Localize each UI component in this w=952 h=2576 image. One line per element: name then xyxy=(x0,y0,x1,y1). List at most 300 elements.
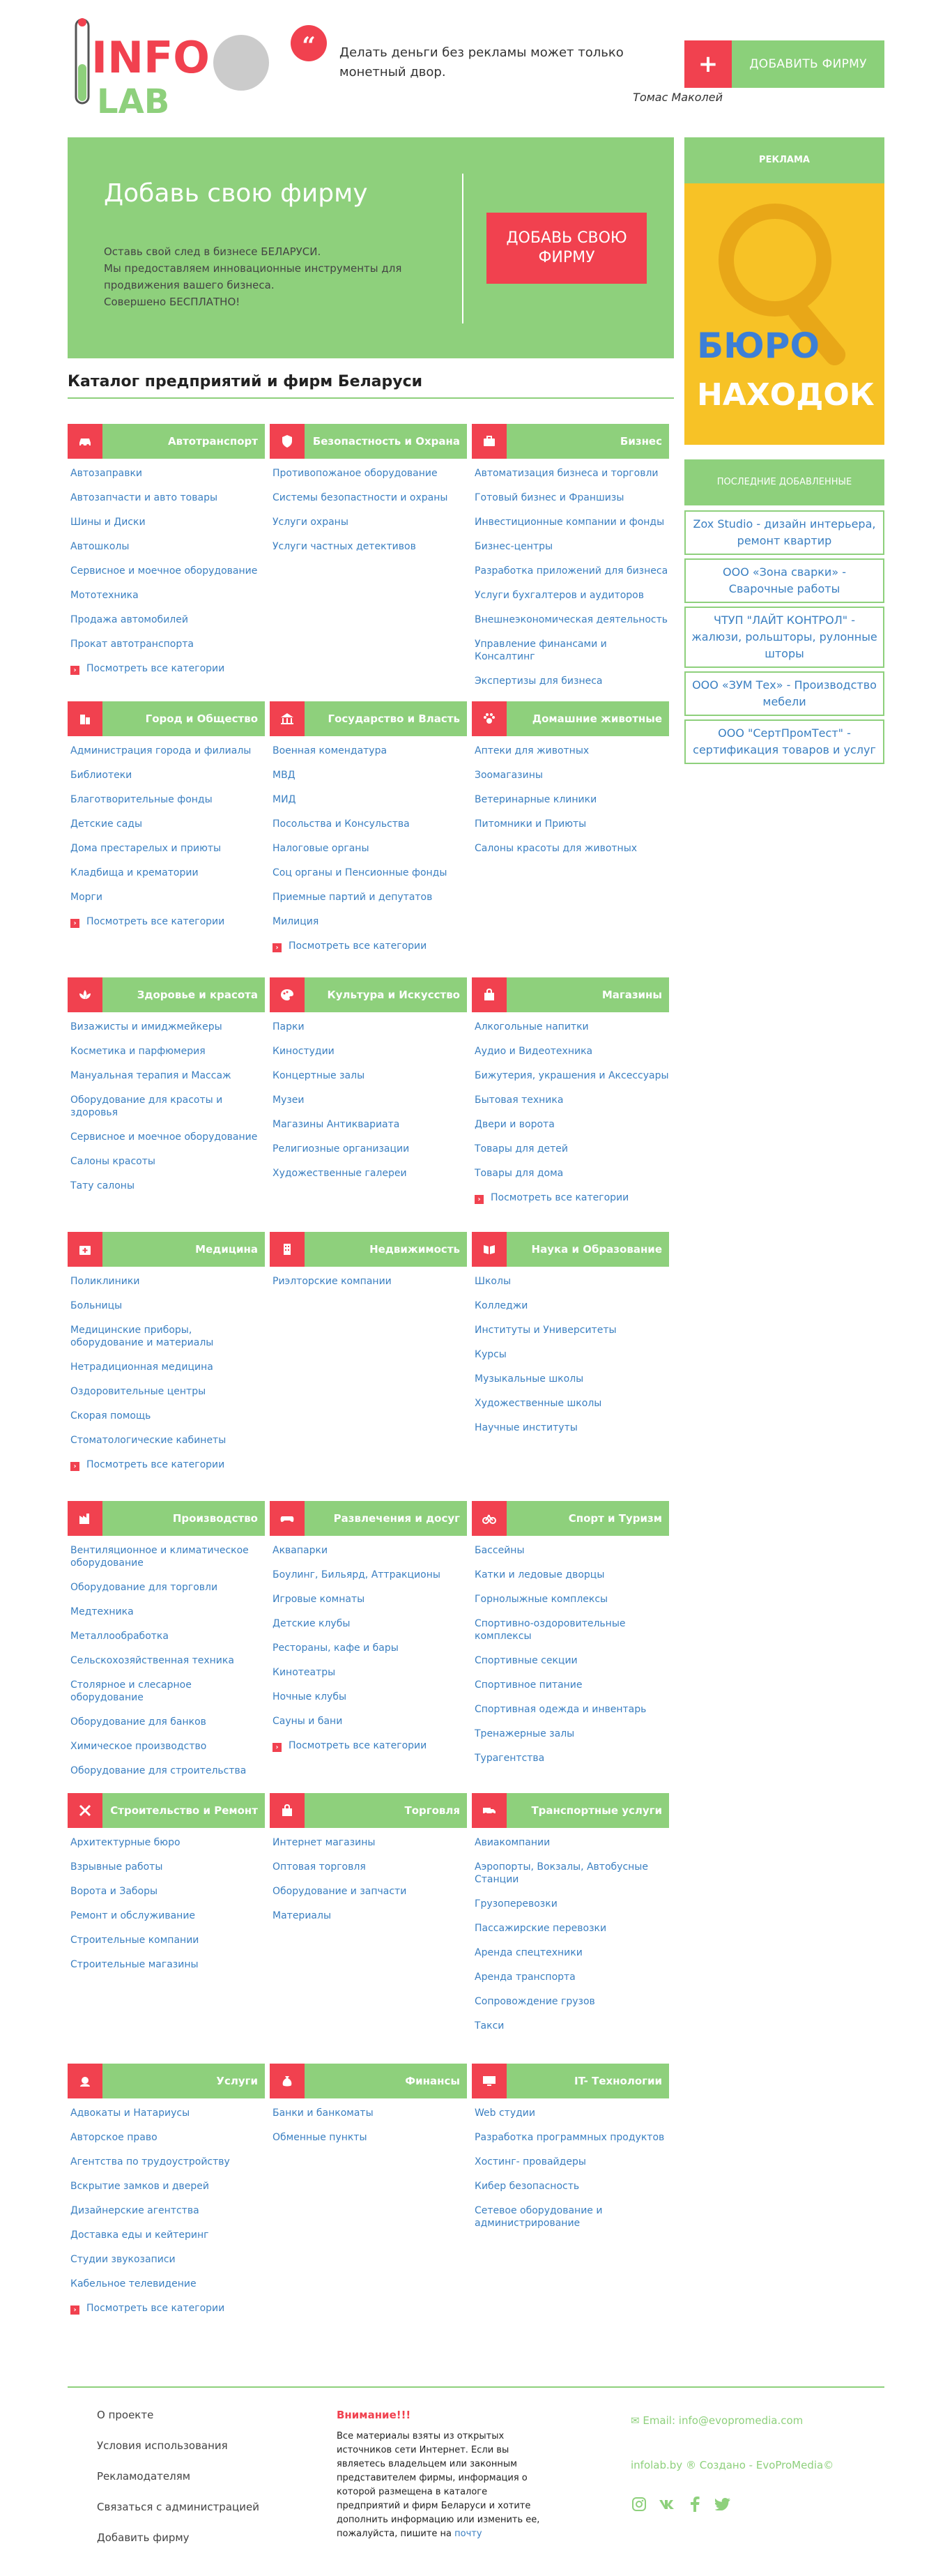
category-title: Развлечения и досуг xyxy=(333,1512,460,1525)
category-link[interactable]: Косметика и парфюмерия xyxy=(70,1046,206,1057)
category-header[interactable] xyxy=(270,424,467,459)
category-link[interactable]: Аэропорты, Вокзалы, Автобусные Станции xyxy=(475,1861,648,1885)
category-links xyxy=(68,1275,265,1471)
category-link[interactable]: Вентиляционное и климатическое оборудование xyxy=(70,1545,249,1569)
category-link[interactable]: Визажисты и имиджмейкеры xyxy=(70,1021,222,1032)
category-link[interactable]: Доставка еды и кейтеринг xyxy=(70,2230,209,2241)
category-link[interactable]: Парки xyxy=(272,1021,305,1032)
category-links xyxy=(270,745,467,952)
category-link[interactable]: Двери и ворота xyxy=(475,1119,555,1130)
page-wrapper xyxy=(68,0,884,2544)
category-title: Город и Общество xyxy=(145,712,258,725)
category-link[interactable]: Оборудование для банков xyxy=(70,1716,206,1728)
category-header[interactable] xyxy=(270,2064,467,2098)
footer-link-advertisers[interactable]: Рекламодателям xyxy=(97,2470,191,2483)
footer-link-terms[interactable]: Условия использования xyxy=(97,2439,228,2452)
category-header[interactable] xyxy=(68,1501,265,1536)
category-link[interactable]: Строительные магазины xyxy=(70,1959,199,1970)
category-block xyxy=(68,424,265,687)
category-link[interactable]: Научные институты xyxy=(475,1422,578,1433)
category-link[interactable]: Инвестиционные компании и фонды xyxy=(475,517,665,528)
category-link[interactable]: Художественные школы xyxy=(475,1398,602,1409)
category-block xyxy=(472,1793,669,2044)
category-link[interactable]: Детские клубы xyxy=(272,1618,351,1629)
category-link[interactable]: Спортивное питание xyxy=(475,1679,583,1691)
category-link[interactable]: Автошколы xyxy=(70,541,130,552)
category-link[interactable]: Химическое производство xyxy=(70,1741,207,1752)
government-icon xyxy=(270,701,305,736)
category-link[interactable]: Аудио и Видеотехника xyxy=(475,1046,593,1057)
category-link[interactable]: Художественные галереи xyxy=(272,1168,407,1179)
category-link[interactable]: Услуги частных детективов xyxy=(272,541,416,552)
category-block xyxy=(270,424,467,565)
magnifier-ad-image xyxy=(684,183,884,445)
category-link[interactable]: Скорая помощь xyxy=(70,1410,151,1422)
category-link[interactable]: Кабельное телевидение xyxy=(70,2278,197,2289)
category-header[interactable] xyxy=(68,1232,265,1267)
category-title: Торговля xyxy=(404,1804,460,1817)
gamepad-icon xyxy=(270,1501,305,1536)
category-link[interactable]: Риэлторские компании xyxy=(272,1276,392,1287)
bike-icon xyxy=(472,1501,507,1536)
footer-email-text: Email: info@evopromedia.com xyxy=(643,2414,804,2427)
category-link[interactable]: Оздоровительные центры xyxy=(70,1386,206,1397)
warning-mail-link[interactable]: почту xyxy=(454,2529,482,2539)
category-block xyxy=(472,424,669,699)
category-link[interactable]: Музыкальные школы xyxy=(475,1373,584,1385)
monitor-icon xyxy=(472,2064,507,2098)
category-link[interactable]: Авиакомпании xyxy=(475,1837,551,1848)
category-title: Транспортные услуги xyxy=(531,1804,662,1817)
mail-icon: ✉ xyxy=(631,2414,643,2427)
latest-added-heading: ПОСЛЕДНИЕ ДОБАВЛЕННЫЕ xyxy=(684,459,884,505)
category-title: Бизнес xyxy=(620,435,662,448)
category-title: Безопастность и Охрана xyxy=(312,435,460,448)
category-header[interactable] xyxy=(472,701,669,736)
category-link[interactable]: Вскрытие замков и дверей xyxy=(70,2181,210,2192)
palette-icon xyxy=(270,977,305,1012)
category-title: Наука и Образование xyxy=(531,1243,662,1256)
category-links xyxy=(68,467,265,675)
footer-copyright: infolab.by ® Создано - EvoProMedia© xyxy=(631,2459,834,2471)
category-link[interactable]: Оборудование для строительства xyxy=(70,1765,247,1776)
chevron-right-icon: › xyxy=(70,1462,79,1471)
category-link[interactable]: Материалы xyxy=(272,1910,331,1921)
category-link[interactable]: Грузоперевозки xyxy=(475,1898,558,1910)
category-title: Производство xyxy=(172,1512,258,1525)
view-all-categories-link[interactable] xyxy=(68,915,265,928)
category-title: Финансы xyxy=(405,2075,460,2087)
banner-description xyxy=(104,243,431,310)
category-link[interactable]: Сауны и бани xyxy=(272,1716,343,1727)
city-icon xyxy=(68,701,102,736)
add-firm-button[interactable] xyxy=(684,40,884,88)
support-icon xyxy=(68,2064,102,2098)
ad-text-2: НАХОДОК xyxy=(697,377,875,413)
category-link[interactable]: Разработка программных продуктов xyxy=(475,2132,665,2143)
category-link[interactable]: Студии звукозаписи xyxy=(70,2254,176,2265)
category-link[interactable]: Катки и ледовые дворцы xyxy=(475,1569,605,1580)
category-link[interactable]: Оборудование для торговли xyxy=(70,1582,218,1593)
instagram-icon[interactable] xyxy=(631,2496,647,2513)
category-link[interactable]: Школы xyxy=(475,1276,511,1287)
add-firm-label: ДОБАВИТЬ ФИРМУ xyxy=(749,57,867,71)
category-link[interactable]: Горнолыжные комплексы xyxy=(475,1594,608,1605)
latest-item[interactable]: ООО "СертПромТест" - сертификация товаров и услуг xyxy=(684,719,884,764)
category-link[interactable]: Курсы xyxy=(475,1349,507,1360)
category-link[interactable]: Военная комендатура xyxy=(272,745,387,756)
briefcase-icon xyxy=(472,424,507,459)
category-title: Здоровье и красота xyxy=(137,989,258,1001)
category-link[interactable]: Такси xyxy=(475,2020,505,2032)
category-link[interactable]: Салоны красоты для животных xyxy=(475,843,638,854)
category-link[interactable]: Экспертизы для бизнеса xyxy=(475,676,603,687)
vk-icon[interactable] xyxy=(659,2496,675,2513)
category-header[interactable] xyxy=(68,1793,265,1828)
car-icon xyxy=(68,424,102,459)
view-all-label: Посмотреть все категории xyxy=(491,1192,629,1203)
latest-item[interactable]: ООО «ЗУМ Тех» - Производство мебели xyxy=(684,671,884,716)
category-link[interactable]: Бассейны xyxy=(475,1545,525,1556)
category-link[interactable]: Салоны красоты xyxy=(70,1156,155,1167)
social-links xyxy=(631,2496,731,2513)
category-link[interactable]: Аптеки для животных xyxy=(475,745,590,756)
category-link[interactable]: Адвокаты и Натариусы xyxy=(70,2108,190,2119)
latest-item[interactable]: ЧТУП "ЛАЙТ КОНТРОЛ" - жалюзи, рольшторы, рулонные шторы xyxy=(684,607,884,668)
banner-desc-line: Совершено БЕСПЛАТНО! xyxy=(104,296,240,308)
ad-text-1: БЮРО xyxy=(697,326,820,366)
category-header[interactable] xyxy=(472,1232,669,1267)
category-link[interactable]: Благотворительные фонды xyxy=(70,794,213,805)
building-icon xyxy=(270,1232,305,1267)
view-all-label: Посмотреть все категории xyxy=(86,916,225,927)
category-link[interactable]: Аренда транспорта xyxy=(475,1972,576,1983)
category-link[interactable]: Рестораны, кафе и бары xyxy=(272,1643,399,1654)
category-link[interactable]: Питомники и Приюты xyxy=(475,818,587,830)
category-link[interactable]: Интернет магазины xyxy=(272,1837,376,1848)
category-block xyxy=(270,701,467,964)
warning-text xyxy=(337,2430,553,2541)
category-link[interactable]: Бизнес-центры xyxy=(475,541,553,552)
category-links xyxy=(270,1544,467,1752)
category-link[interactable]: Противопожаное оборудование xyxy=(272,468,438,479)
category-link[interactable]: Тату салоны xyxy=(70,1180,135,1191)
category-link[interactable]: Спортивные секции xyxy=(475,1655,578,1666)
category-link[interactable]: Музеи xyxy=(272,1095,305,1106)
category-link[interactable]: МВД xyxy=(272,770,295,781)
category-header[interactable] xyxy=(472,424,669,459)
category-link[interactable]: Дома престарелых и приюты xyxy=(70,843,222,854)
footer-email[interactable] xyxy=(631,2414,803,2427)
category-link[interactable]: Больницы xyxy=(70,1300,123,1311)
category-link[interactable]: Соц органы и Пенсионные фонды xyxy=(272,867,447,878)
category-block xyxy=(472,977,669,1216)
category-header[interactable] xyxy=(68,2064,265,2098)
category-link[interactable]: Нетрадиционная медицина xyxy=(70,1362,213,1373)
category-link[interactable]: Налоговые органы xyxy=(272,843,369,854)
view-all-categories-link[interactable] xyxy=(270,1739,467,1752)
medkit-icon xyxy=(68,1232,102,1267)
logo-text-top: INFO xyxy=(91,32,210,83)
category-links xyxy=(270,1021,467,1180)
category-link[interactable]: Мануальная терапия и Массаж xyxy=(70,1070,231,1081)
view-all-label: Посмотреть все категории xyxy=(86,663,225,674)
category-title: Государство и Власть xyxy=(328,712,460,725)
chevron-right-icon: › xyxy=(272,943,282,952)
category-link[interactable]: Администрация города и филиалы xyxy=(70,745,252,756)
category-link[interactable]: Автоматизация бизнеса и торговли xyxy=(475,468,659,479)
category-link[interactable]: Шины и Диски xyxy=(70,517,146,528)
footer-link-add-firm[interactable]: Добавить фирму xyxy=(97,2531,190,2544)
category-link[interactable]: Web студии xyxy=(475,2108,535,2119)
category-block xyxy=(68,1501,265,1789)
category-title: Недвижимость xyxy=(369,1243,460,1256)
banner-title: Добавь свою фирму xyxy=(104,179,368,208)
category-link[interactable]: Автозаправки xyxy=(70,468,142,479)
category-link[interactable]: Услуги бухгалтеров и аудиторов xyxy=(475,590,644,601)
category-link[interactable]: Бытовая техника xyxy=(475,1095,564,1106)
category-link[interactable]: Оптовая торговля xyxy=(272,1861,366,1873)
latest-added-list xyxy=(684,510,884,768)
category-links xyxy=(270,1275,467,1288)
category-link[interactable]: Управление финансами и Консалтинг xyxy=(475,639,607,662)
category-header[interactable] xyxy=(472,1501,669,1536)
category-link[interactable]: Игровые комнаты xyxy=(272,1594,365,1605)
category-link[interactable]: Металлообработка xyxy=(70,1631,169,1642)
category-block xyxy=(472,1232,669,1446)
category-link[interactable]: Банки и банкоматы xyxy=(272,2108,374,2119)
category-link[interactable]: Хостинг- провайдеры xyxy=(475,2156,586,2167)
logo-text-bottom: LAB xyxy=(97,82,170,121)
view-all-categories-link[interactable] xyxy=(68,662,265,675)
footer-link-about[interactable]: О проекте xyxy=(97,2409,154,2421)
category-link[interactable]: Приемные партий и депутатов xyxy=(272,892,433,903)
tools-icon xyxy=(68,1793,102,1828)
footer-divider xyxy=(68,2386,884,2388)
chevron-right-icon: › xyxy=(475,1195,484,1204)
category-link[interactable]: Алкогольные напитки xyxy=(475,1021,589,1032)
category-title: Услуги xyxy=(216,2075,258,2087)
category-block xyxy=(270,2064,467,2156)
warning-body: Все материалы взяты из открытых источников сети Интернет. Если вы являетесь владельцем или законным представителем фирмы, информация о которой размещена в каталоге предприятий и фирм Беларуси и хотите дополнить информацию или изменить ее, пожалуйста, пишите на xyxy=(337,2431,540,2539)
category-link[interactable]: МИД xyxy=(272,794,296,805)
facebook-icon[interactable] xyxy=(686,2496,703,2513)
promo-banner xyxy=(68,137,674,358)
category-block xyxy=(472,701,669,867)
ad-heading: РЕКЛАМА xyxy=(684,137,884,183)
category-title: Магазины xyxy=(601,989,662,1001)
category-header[interactable] xyxy=(472,1793,669,1828)
shield-icon xyxy=(270,424,305,459)
category-title: Спорт и Туризм xyxy=(568,1512,662,1525)
category-link[interactable]: Ночные клубы xyxy=(272,1691,347,1702)
ad-banner[interactable] xyxy=(684,183,884,445)
header xyxy=(68,0,884,125)
category-header[interactable] xyxy=(68,424,265,459)
category-block xyxy=(472,2064,669,2241)
category-link[interactable]: Прокат автотранспорта xyxy=(70,639,194,650)
category-link[interactable]: Продажа автомобилей xyxy=(70,614,188,625)
category-link[interactable]: Боулинг, Бильярд, Аттракционы xyxy=(272,1569,440,1580)
category-link[interactable]: Услуги охраны xyxy=(272,517,348,528)
category-link[interactable]: Строительные компании xyxy=(70,1935,199,1946)
category-links xyxy=(68,1544,265,1777)
category-header[interactable] xyxy=(270,1232,467,1267)
category-link[interactable]: Ворота и Заборы xyxy=(70,1886,158,1897)
category-block xyxy=(68,1232,265,1483)
lotus-icon xyxy=(68,977,102,1012)
category-links xyxy=(472,467,669,687)
category-link[interactable]: Сервисное и моечное оборудование xyxy=(70,1131,258,1143)
quote-author: Томас Маколей xyxy=(633,91,723,104)
category-link[interactable]: Пассажирские перевозки xyxy=(475,1923,607,1934)
category-link[interactable]: Киностудии xyxy=(272,1046,335,1057)
view-all-label: Посмотреть все категории xyxy=(86,1459,225,1470)
category-link[interactable]: Автозапчасти и авто товары xyxy=(70,492,218,503)
category-link[interactable]: Кладбища и крематории xyxy=(70,867,199,878)
category-title: Автотранспорт xyxy=(167,435,258,448)
category-link[interactable]: Оборудование для красоты и здоровья xyxy=(70,1095,223,1118)
category-link[interactable]: Внешнеэкономическая деятельность xyxy=(475,614,668,625)
category-link[interactable]: Сельскохозяйственная техника xyxy=(70,1655,234,1666)
banner-add-firm-button[interactable]: ДОБАВЬ СВОЮ ФИРМУ xyxy=(486,213,647,284)
category-link[interactable]: Оборудование и запчасти xyxy=(272,1886,407,1897)
category-link[interactable]: Стоматологические кабинеты xyxy=(70,1435,227,1446)
category-links xyxy=(68,2107,265,2315)
category-links xyxy=(68,745,265,928)
chevron-right-icon: › xyxy=(272,1743,282,1752)
category-link[interactable]: Авторское право xyxy=(70,2132,158,2143)
category-link[interactable]: Бижутерия, украшения и Аксессуары xyxy=(475,1070,669,1081)
category-link[interactable]: Детские сады xyxy=(70,818,143,830)
category-link[interactable]: Медицинские приборы, оборудование и материалы xyxy=(70,1325,214,1348)
category-link[interactable]: Библиотеки xyxy=(70,770,132,781)
category-link[interactable]: Кибер безопасность xyxy=(475,2181,580,2192)
category-block xyxy=(270,977,467,1191)
banner-desc-line: Мы предоставляем инновационные инструменты для xyxy=(104,262,402,275)
category-link[interactable]: Морги xyxy=(70,892,102,903)
category-link[interactable]: Медтехника xyxy=(70,1606,134,1617)
infolab-logo[interactable] xyxy=(70,15,272,127)
catalog-title: Каталог предприятий и фирм Беларуси xyxy=(68,373,674,399)
category-link[interactable]: Турагентства xyxy=(475,1753,545,1764)
category-header[interactable] xyxy=(270,977,467,1012)
category-link[interactable]: Дизайнерские агентства xyxy=(70,2205,199,2216)
category-link[interactable]: Разработка приложений для бизнеса xyxy=(475,565,668,577)
category-link[interactable]: Поликлиники xyxy=(70,1276,140,1287)
category-header[interactable] xyxy=(270,701,467,736)
category-header[interactable] xyxy=(270,1501,467,1536)
category-links xyxy=(472,1544,669,1765)
category-block xyxy=(472,1501,669,1776)
category-link[interactable]: Аквапарки xyxy=(272,1545,328,1556)
banner-desc-line: Оставь свой след в бизнесе БЕЛАРУСИ. xyxy=(104,245,321,258)
category-links xyxy=(472,1836,669,2032)
category-link[interactable]: Магазины Антиквариата xyxy=(272,1119,400,1130)
category-link[interactable]: Религиозные организации xyxy=(272,1143,410,1154)
category-link[interactable]: Мототехника xyxy=(70,590,139,601)
shopping-bag-icon xyxy=(472,977,507,1012)
view-all-categories-link[interactable] xyxy=(68,2302,265,2315)
category-link[interactable]: Колледжи xyxy=(475,1300,528,1311)
category-link[interactable]: Ремонт и обслуживание xyxy=(70,1910,196,1921)
category-links xyxy=(472,1021,669,1204)
category-block xyxy=(68,1793,265,1983)
chevron-right-icon: › xyxy=(70,919,79,928)
category-links xyxy=(270,1836,467,1922)
money-bag-icon xyxy=(270,2064,305,2098)
category-link[interactable]: Обменные пункты xyxy=(272,2132,367,2143)
category-links xyxy=(472,1275,669,1434)
chevron-right-icon: › xyxy=(70,2306,79,2315)
category-title: IT- Технологии xyxy=(574,2075,662,2087)
category-link[interactable]: Посольства и Консульства xyxy=(272,818,410,830)
category-link[interactable]: Зоомагазины xyxy=(475,770,543,781)
category-link[interactable]: Сетевое оборудование и администрирование xyxy=(475,2205,603,2229)
category-links xyxy=(68,1021,265,1192)
banner-desc-line: продвижения вашего бизнеса. xyxy=(104,279,275,291)
chevron-right-icon: › xyxy=(70,666,79,675)
category-header[interactable] xyxy=(270,1793,467,1828)
category-link[interactable]: Тренажерные залы xyxy=(475,1728,575,1739)
category-header[interactable] xyxy=(472,977,669,1012)
twitter-icon[interactable] xyxy=(714,2496,731,2513)
category-link[interactable]: Милиция xyxy=(272,916,319,927)
category-link[interactable]: Архитектурные бюро xyxy=(70,1837,181,1848)
view-all-label: Посмотреть все категории xyxy=(289,940,427,952)
category-link[interactable]: Столярное и слесарное оборудование xyxy=(70,1679,192,1703)
footer-link-contact[interactable]: Связаться с администрацией xyxy=(97,2501,259,2513)
category-link[interactable]: Кинотеатры xyxy=(272,1667,336,1678)
category-link[interactable]: Спортивно-оздоровительные комплексы xyxy=(475,1618,626,1642)
category-link[interactable]: Институты и Университеты xyxy=(475,1325,617,1336)
latest-item[interactable]: Zox Studio - дизайн интерьера, ремонт квартир xyxy=(684,510,884,555)
plus-icon: + xyxy=(684,40,732,88)
category-header[interactable] xyxy=(472,2064,669,2098)
quote-icon: “ xyxy=(291,25,327,61)
category-header[interactable] xyxy=(68,701,265,736)
view-all-categories-link[interactable] xyxy=(472,1191,669,1204)
category-header[interactable] xyxy=(68,977,265,1012)
category-block xyxy=(270,1232,467,1300)
category-title: Домашние животные xyxy=(532,712,662,725)
view-all-categories-link[interactable] xyxy=(68,1458,265,1471)
category-title: Строительство и Ремонт xyxy=(110,1804,258,1817)
category-block xyxy=(68,701,265,940)
category-link[interactable]: Готовый бизнес и Франшизы xyxy=(475,492,624,503)
category-link[interactable]: Товары для детей xyxy=(475,1143,568,1154)
category-link[interactable]: Сопровождение грузов xyxy=(475,1996,595,2007)
category-link[interactable]: Взрывные работы xyxy=(70,1861,163,1873)
category-link[interactable]: Системы безопастности и охраны xyxy=(272,492,448,503)
category-link[interactable]: Агентства по трудоустройству xyxy=(70,2156,230,2167)
category-link[interactable]: Спортивная одежда и инвентарь xyxy=(475,1704,647,1715)
category-link[interactable]: Аренда спецтехники xyxy=(475,1947,583,1958)
factory-icon xyxy=(68,1501,102,1536)
category-link[interactable]: Сервисное и моечное оборудование xyxy=(70,565,258,577)
view-all-categories-link[interactable] xyxy=(270,940,467,952)
truck-icon xyxy=(472,1793,507,1828)
footer-links xyxy=(97,2409,306,2562)
category-link[interactable]: Концертные залы xyxy=(272,1070,365,1081)
category-link[interactable]: Товары для дома xyxy=(475,1168,564,1179)
category-links xyxy=(472,745,669,855)
book-icon xyxy=(472,1232,507,1267)
latest-item[interactable]: ООО «Зона сварки» - Сварочные работы xyxy=(684,558,884,603)
banner-divider xyxy=(462,174,463,323)
paw-icon xyxy=(472,701,507,736)
category-link[interactable]: Ветеринарные клиники xyxy=(475,794,597,805)
